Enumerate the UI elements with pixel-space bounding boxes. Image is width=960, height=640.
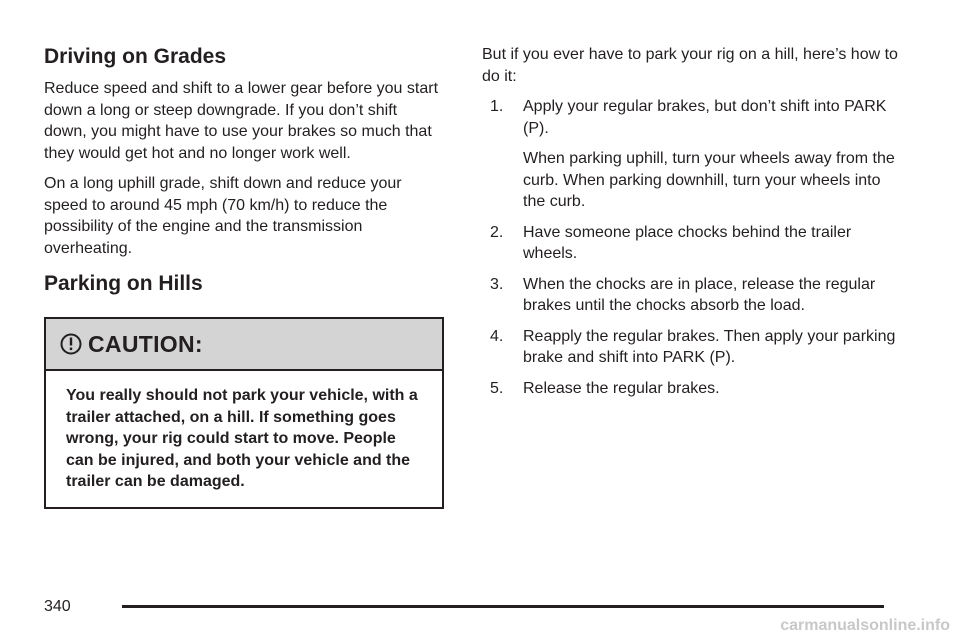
step-number: 4. (490, 327, 504, 345)
right-column (482, 44, 902, 408)
paragraph-uphill: On a long uphill grade, shift down and reduce your speed to around 45 mph (70 km/h) to reduce the possibility of the engine and the transmission overheating. (44, 175, 402, 257)
heading-parking-on-hills: Parking on Hills (44, 272, 203, 295)
caution-text: You really should not park your vehicle, with a trailer attached, on a hill. If something goes wrong, your rig could start to move. People can be injured, and both your vehicle and the trailer can be damaged. (66, 387, 418, 490)
heading-driving-on-grades: Driving on Grades (44, 45, 227, 68)
left-column (44, 44, 444, 509)
steps-list (482, 96, 902, 399)
step-number: 2. (490, 223, 504, 241)
page-number: 340 (44, 598, 71, 615)
step-text: Apply your regular brakes, but don’t shift into PARK (P). (523, 98, 887, 137)
caution-box (44, 317, 444, 509)
list-item (490, 378, 902, 400)
list-item (490, 222, 902, 265)
step-number: 5. (490, 379, 504, 397)
list-item (490, 274, 902, 317)
step-text: When the chocks are in place, release the regular brakes until the chocks absorb the load. (523, 275, 876, 314)
page-footer (44, 594, 884, 618)
step-number: 1. (490, 98, 504, 115)
paragraph-downgrade: Reduce speed and shift to a lower gear before you start down a long or steep downgrade. If you don’t shift down, you might have to use your brakes so much that they would get hot and no longer work well. (44, 80, 439, 162)
caution-icon (60, 333, 82, 355)
step-number: 3. (490, 275, 504, 293)
caution-title: CAUTION: (88, 330, 203, 357)
step-text: Release the regular brakes. (523, 379, 720, 397)
list-item (490, 326, 902, 369)
step-text: Reapply the regular brakes. Then apply your parking brake and shift into PARK (P). (523, 327, 896, 366)
watermark: carmanualsonline.info (780, 617, 950, 634)
step-subparagraph: When parking uphill, turn your wheels away from the curb. When parking downhill, turn your wheels into the curb. (523, 150, 895, 210)
footer-divider (122, 605, 884, 608)
paragraph-intro: But if you ever have to park your rig on a hill, here’s how to do it: (482, 46, 898, 85)
step-text: Have someone place chocks behind the trailer wheels. (523, 223, 852, 262)
caution-header (46, 319, 442, 371)
list-item (490, 96, 902, 213)
